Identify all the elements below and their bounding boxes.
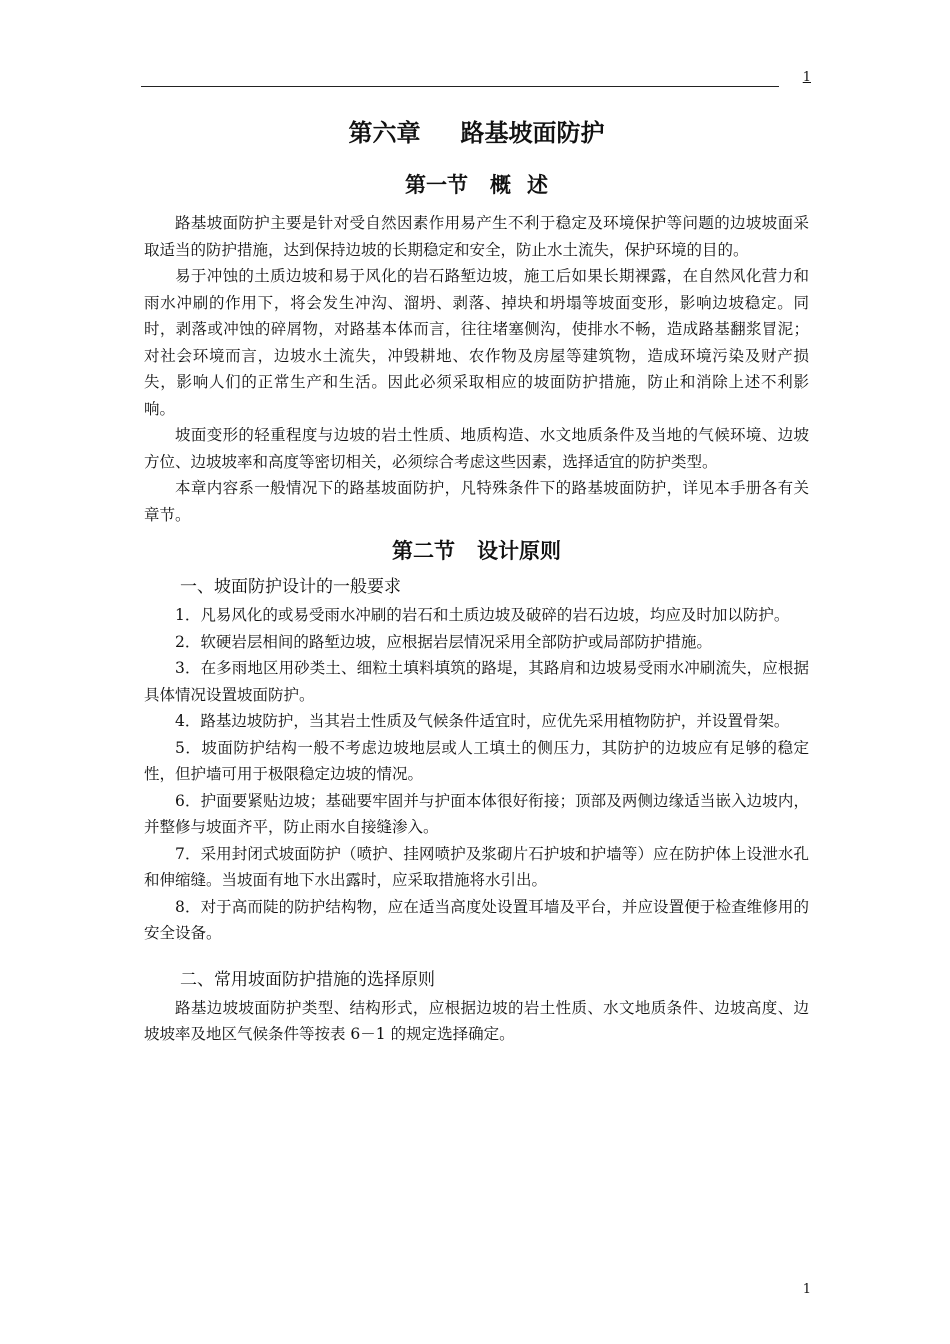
paragraph: 易于冲蚀的土质边坡和易于风化的岩石路堑边坡，施工后如果长期裸露，在自然风化营力和雨水冲刷的作用下，将会发生冲沟、溜坍、剥落、掉块和坍塌等坡面变形，影响边坡稳定。同时，剥落或冲蚀的碎屑物，对路基本体而言，往往堵塞侧沟，使排水不畅，造成路基翻浆冒泥；对社会环境而言，边坡水土流失，冲毁耕地、农作物及房屋等建筑物，造成环境污染及财产损失，影响人们的正常生产和生活。因此必须采取相应的坡面防护措施，防止和消除上述不利影响。: [144, 267, 809, 418]
chapter-name: 路基坡面防护: [460, 118, 605, 147]
paragraph: 路基边坡坡面防护类型、结构形式，应根据边坡的岩土性质、水文地质条件、边坡高度、边坡坡率及地区气候条件等按表 6－1 的规定选择确定。: [144, 998, 809, 1043]
subsection-2-heading: 二、常用坡面防护措施的选择原则: [180, 969, 435, 990]
section-2-title: [144, 532, 809, 570]
section-1-title: [144, 166, 809, 204]
header-page-number: 1: [802, 70, 811, 85]
chapter-title: [144, 112, 809, 154]
section-1-title-part2: 述: [527, 172, 548, 197]
chapter-number: 第六章: [348, 118, 421, 147]
header-rule: [141, 86, 779, 87]
section-2-name: 设计原则: [477, 538, 561, 563]
list-item: 3．在多雨地区用砂类土、细粒土填料填筑的路堤，其路肩和边坡易受雨水冲刷流失，应根据具体情况设置坡面防护。: [144, 659, 809, 704]
list-item: 2．软硬岩层相间的路堑边坡，应根据岩层情况采用全部防护或局部防护措施。: [175, 632, 712, 651]
list-item: 6．护面要紧贴边坡；基础要牢固并与护面本体很好衔接；顶部及两侧边缘适当嵌入边坡内，并整修与坡面齐平，防止雨水自接缝渗入。: [144, 791, 809, 836]
subsection-1-heading: 一、坡面防护设计的一般要求: [180, 577, 401, 597]
paragraph: 本章内容系一般情况下的路基坡面防护，凡特殊条件下的路基坡面防护，详见本手册各有关章节。: [144, 479, 809, 524]
paragraph: 坡面变形的轻重程度与边坡的岩土性质、地质构造、水文地质条件及当地的气候环境、边坡方位、边坡坡率和高度等密切相关，必须综合考虑这些因素，选择适宜的防护类型。: [144, 426, 809, 471]
list-item: 5．坡面防护结构一般不考虑边坡地层或人工填土的侧压力，其防护的边坡应有足够的稳定性，但护墙可用于极限稳定边坡的情况。: [144, 738, 809, 783]
section-2-number: 第二节: [392, 538, 455, 563]
paragraph: 路基坡面防护主要是针对受自然因素作用易产生不利于稳定及环境保护等问题的边坡坡面采取适当的防护措施，达到保持边坡的长期稳定和安全，防止水土流失，保护环境的目的。: [144, 214, 809, 259]
list-item: 7．采用封闭式坡面防护（喷护、挂网喷护及浆砌片石护坡和护墙等）应在防护体上设泄水孔和伸缩缝。当坡面有地下水出露时，应采取措施将水引出。: [144, 844, 809, 889]
list-item: 4．路基边坡防护，当其岩土性质及气候条件适宜时，应优先采用植物防护，并设置骨架。: [175, 712, 790, 730]
document-body: [144, 112, 809, 1048]
footer-page-number: 1: [802, 1282, 811, 1297]
section-1-title-part1: 概: [490, 172, 511, 197]
list-item: 1．凡易风化的或易受雨水冲刷的岩石和土质边坡及破碎的岩石边坡，均应及时加以防护。: [175, 606, 790, 624]
list-item: 8．对于高而陡的防护结构物，应在适当高度处设置耳墙及平台，并应设置便于检查维修用的安全设备。: [144, 897, 809, 942]
section-1-number: 第一节: [405, 172, 468, 197]
